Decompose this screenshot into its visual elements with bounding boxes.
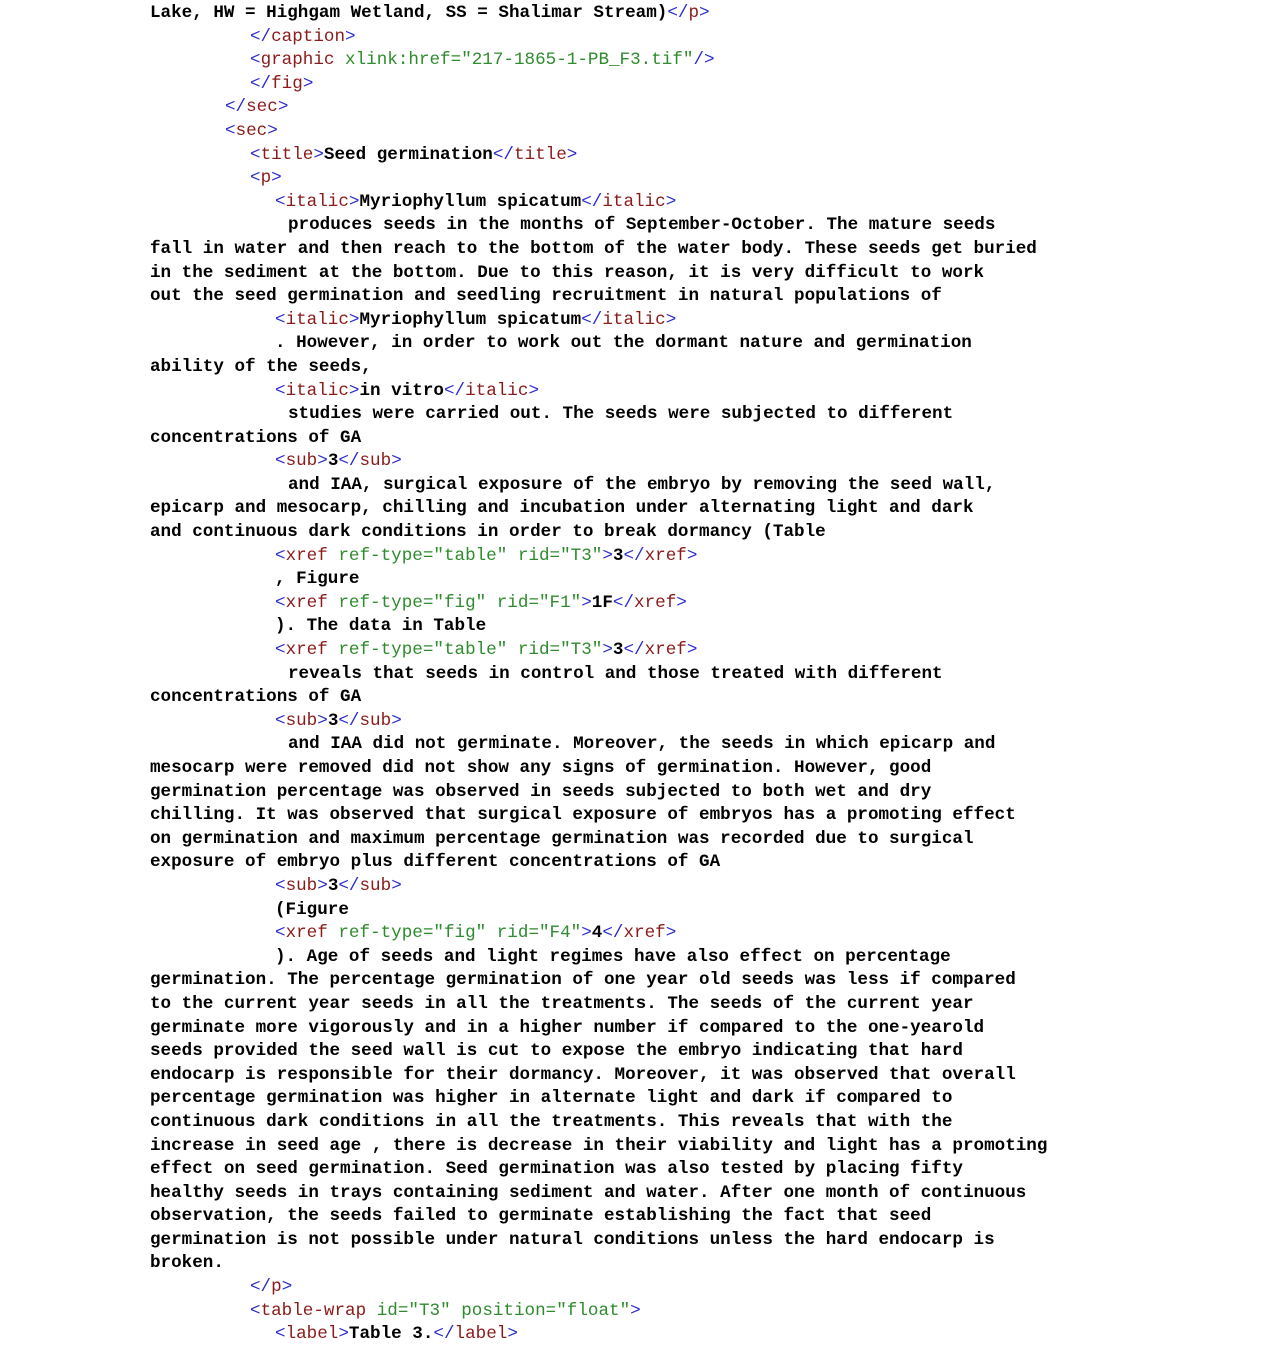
- paragraph-line: and continuous dark conditions in order to break dormancy (Table: [150, 522, 826, 543]
- code-line: </fig>: [250, 73, 314, 94]
- paragraph-line: broken.: [150, 1253, 224, 1274]
- xref-link[interactable]: 4: [591, 923, 603, 944]
- paragraph-line: concentrations of GA: [150, 687, 362, 708]
- code-line: <sub>3</sub>: [275, 710, 402, 731]
- paragraph-line: increase in seed age , there is decrease in their viability and light has a promoting: [150, 1135, 1048, 1156]
- code-line: Lake, HW = Highgam Wetland, SS = Shalimar Stream)</p>: [150, 3, 710, 23]
- paragraph-line: continuous dark conditions in all the treatments. This reveals that with the: [150, 1111, 953, 1132]
- code-line: <sec>: [225, 120, 278, 141]
- code-line: </p>: [250, 1277, 293, 1298]
- xml-document-view: [150, 2, 1140, 1347]
- paragraph-line: chilling. It was observed that surgical exposure of embryos has a promoting effect: [150, 805, 1016, 826]
- paragraph-line: healthy seeds in trays containing sediment and water. After one month of continuous: [150, 1182, 1027, 1203]
- code-line: <sub>3</sub>: [275, 875, 402, 896]
- paragraph-line: out the seed germination and seedling recruitment in natural populations of: [150, 286, 942, 307]
- paragraph-line: percentage germination was higher in alternate light and dark if compared to: [150, 1088, 953, 1109]
- paragraph-line: (Figure: [275, 899, 349, 920]
- paragraph-line: ). Age of seeds and light regimes have also effect on percentage: [275, 946, 951, 967]
- paragraph-line: in the sediment at the bottom. Due to this reason, it is very difficult to work: [150, 262, 985, 283]
- paragraph-line: , Figure: [275, 569, 360, 590]
- xref-line: <xref ref-type="fig" rid="F1">1F</xref>: [275, 592, 687, 613]
- paragraph-line: to the current year seeds in all the treatments. The seeds of the current year: [150, 993, 974, 1014]
- paragraph-line: germination is not possible under natural conditions unless the hard endocarp is: [150, 1229, 995, 1250]
- paragraph-line: concentrations of GA: [150, 427, 362, 448]
- paragraph-line: seeds provided the seed wall is cut to expose the embryo indicating that hard: [150, 1041, 963, 1062]
- xref-line: <xref ref-type="table" rid="T3">3</xref>: [275, 640, 698, 661]
- paragraph-line: effect on seed germination. Seed germination was also tested by placing fifty: [150, 1159, 963, 1180]
- paragraph-line: produces seeds in the months of September-October. The mature seeds: [288, 215, 996, 236]
- code-line: </caption>: [250, 26, 356, 47]
- paragraph-line: studies were carried out. The seeds were subjected to different: [288, 404, 954, 425]
- code-line: <sub>3</sub>: [275, 451, 402, 472]
- code-line: <italic>Myriophyllum spicatum</italic>: [275, 191, 677, 212]
- paragraph-line: epicarp and mesocarp, chilling and incubation under alternating light and dark: [150, 498, 974, 519]
- paragraph-line: germinate more vigorously and in a higher number if compared to the one-yearold: [150, 1017, 985, 1038]
- section-title: Seed germination: [323, 144, 493, 165]
- section-title-line: <title>Seed germination</title>: [250, 144, 578, 165]
- table-label-line: <label>Table 3.</label>: [275, 1324, 518, 1345]
- paragraph-line: ). The data in Table: [275, 616, 487, 637]
- xref-link[interactable]: 3: [612, 640, 624, 661]
- xref-line: <xref ref-type="table" rid="T3">3</xref>: [275, 545, 698, 566]
- paragraph-line: mesocarp were removed did not show any signs of germination. However, good: [150, 758, 932, 778]
- paragraph-line: observation, the seeds failed to germinate establishing the fact that seed: [150, 1206, 932, 1227]
- code-line: <italic>Myriophyllum spicatum</italic>: [275, 309, 677, 330]
- paragraph-line: . However, in order to work out the dormant nature and germination: [275, 333, 972, 354]
- xref-link[interactable]: 3: [612, 545, 624, 566]
- code-line: <table-wrap id="T3" position="float">: [250, 1300, 641, 1321]
- paragraph-line: ability of the seeds,: [150, 356, 372, 377]
- code-line: <p>: [250, 168, 282, 189]
- table-label: Table 3.: [348, 1324, 434, 1345]
- paragraph-line: exposure of embryo plus different concentrations of GA: [150, 852, 721, 873]
- paragraph-line: and IAA did not germinate. Moreover, the seeds in which epicarp and: [288, 734, 996, 755]
- code-line: </sec>: [225, 97, 289, 118]
- paragraph-line: reveals that seeds in control and those treated with different: [288, 663, 943, 684]
- paragraph-line: endocarp is responsible for their dormancy. Moreover, it was observed that overall: [150, 1064, 1016, 1085]
- code-line: <graphic xlink:href="217-1865-1-PB_F3.tif"/>: [250, 50, 715, 71]
- xref-link[interactable]: 1F: [591, 592, 613, 613]
- paragraph-line: and IAA, surgical exposure of the embryo by removing the seed wall,: [288, 474, 996, 495]
- xref-line: <xref ref-type="fig" rid="F4">4</xref>: [275, 923, 677, 944]
- code-line: <italic>in vitro</italic>: [275, 380, 539, 401]
- paragraph-line: fall in water and then reach to the bottom of the water body. These seeds get buried: [150, 238, 1037, 259]
- paragraph-line: germination percentage was observed in seeds subjected to both wet and dry: [150, 781, 932, 802]
- paragraph-line: germination. The percentage germination of one year old seeds was less if compared: [150, 970, 1016, 991]
- paragraph-line: on germination and maximum percentage germination was recorded due to surgical: [150, 828, 974, 849]
